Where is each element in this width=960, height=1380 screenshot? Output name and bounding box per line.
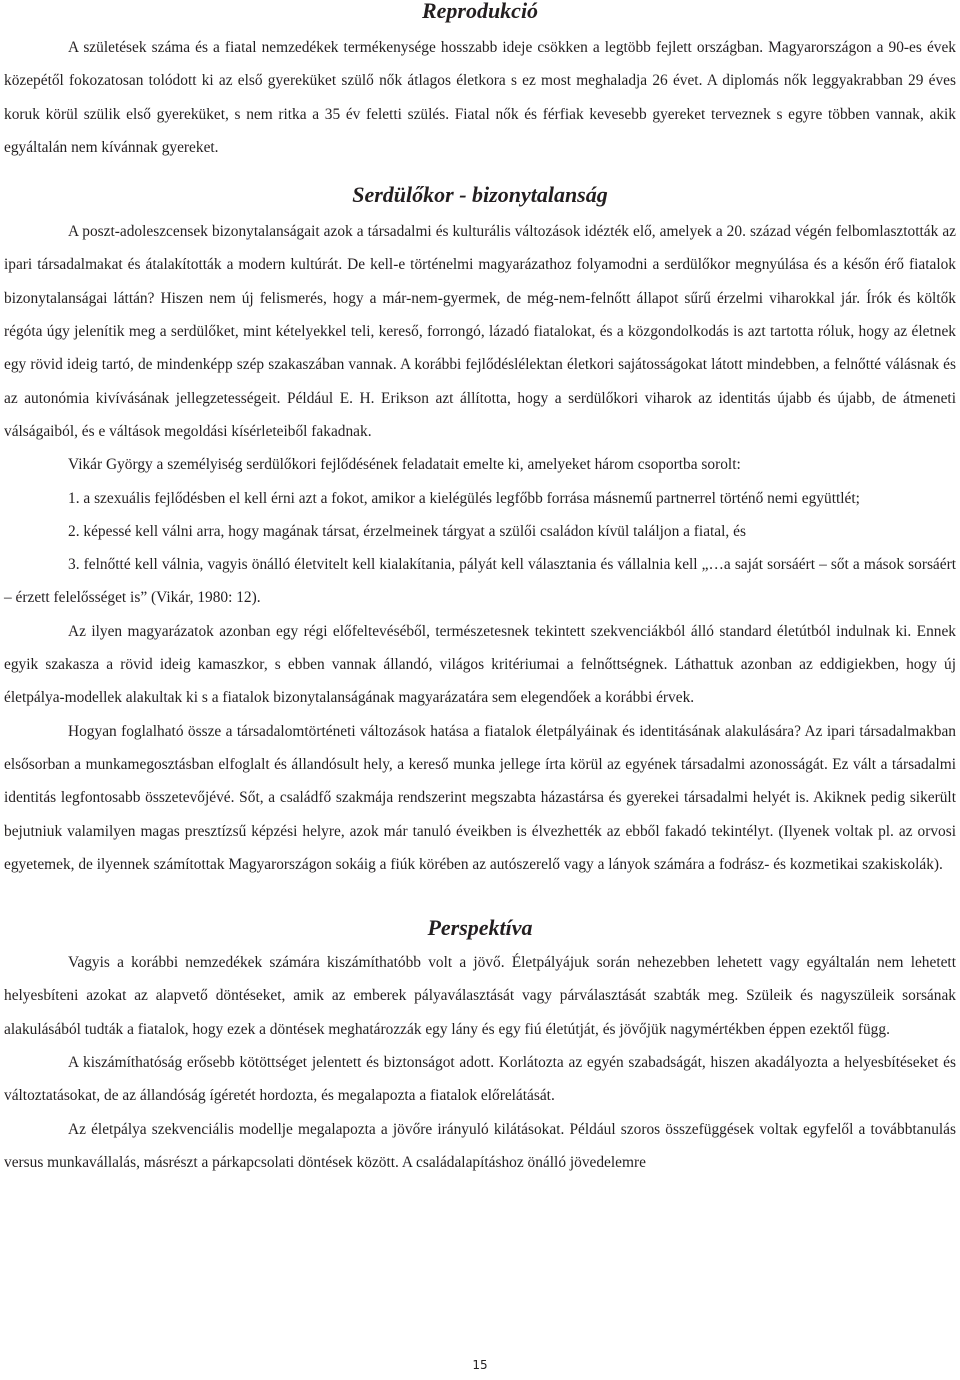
list-item: 2. képessé kell válni arra, hogy magának társat, érzelmeinek tárgyat a szülői családon kívül találjon a fiatal, és [68, 522, 746, 540]
list-item: 1. a szexuális fejlődésben el kell érni azt a fokot, amikor a kielégülés legfőbb forrása másnemű partnerrel történő nemi együttlét; [68, 489, 860, 507]
paragraph: Az életpálya szekvenciális modellje megalapozta a jövőre irányuló kilátásokat. Például szoros összefüggések voltak egyfelől a továbbtanulás versus munkavállalás, másrészt a párkapcsolati döntések között. A családalapításhoz önálló jövedelemre [4, 1120, 956, 1171]
paragraph: A poszt-adoleszcensek bizonytalanságait azok a társadalmi és kulturális változások idézték elő, amelyek a 20. század végén felbomlasztották az ipari társadalmakat és átalakították a modern kultúrát. De kell-e történelmi magyarázathoz folyamodni a serdülőkor megnyúlása és a későn érő fiatalok bizonytalanságai láttán? Hiszen nem új felismerés, hogy a már-nem-gyermek, de még-nem-felnőtt állapot sűrű érzelmi viharokkal jár. Írók és költők régóta úgy jelenítik meg a serdülőket, mint kételyekkel teli, kereső, forrongó, lázadó fiatalokat, és a közgondolkodás is azt tartotta róluk, hogy az életnek egy rövid ideig tartó, de mindenképp szép szakaszában vannak. A korábbi fejlődéslélektan életkori sajátosságokat látott mindebben, a felnőtté válásnak és az autonómia kivívásának jellegzetességeit. Például E. H. Erikson azt állította, hogy a serdülőkori viharok az identitás újabb és újabb, de átmeneti válságaiból, és e váltások megoldási kísérleteiből fakadnak. [4, 223, 956, 440]
paragraph: Vikár György a személyiség serdülőkori fejlődésének feladatait emelte ki, amelyeket három csoportba sorolt: [68, 456, 741, 474]
paragraph: A kiszámíthatóság erősebb kötöttséget jelentett és biztonságot adott. Korlátozta az egyén szabadságát, hiszen akadályozta a helyesbítéseket és változtatásokat, de az állandóság ígéretét hordozta, és megalapozta a fiatalok előrelátását. [4, 1054, 956, 1105]
paragraph: Vagyis a korábbi nemzedékek számára kiszámíthatóbb volt a jövő. Életpályájuk során nehezebben lehetett vagy egyáltalán nem lehetett helyesbíteni azokat az alapvető döntéseket, amik az emberek pályaválasztását vagy párválasztását szabták meg. Szüleik és nagyszüleik sorsának alakulásából tudták a fiatalok, hogy ezek a döntések meghatározzák egy lány és egy fiú életútját, és jövőjük nagymértékben éppen ezektől függ. [4, 954, 956, 1038]
paragraph: Hogyan foglalható össze a társadalomtörténeti változások hatása a fiatalok életpályáinak és identitásának alakulására? Az ipari társadalmakban elsősorban a munkamegosztásban elfoglalt és állandósult hely, a kereső munka jellege írta körül az egyének társadalmi azonosságát. Ez vált a társadalmi identitás legfontosabb összetevőjévé. Sőt, a családfő szakmája rendszerint megszabta házastársa és gyerekei társadalmi helyét is. Akiknek pedig sikerült bejutniuk valamilyen magas presztízsű képzési helyre, azok már tanuló éveikben is élvezhették az ebből fakadó tekintélyt. (Ilyenek voltak pl. az orvosi egyetemek, de ilyennek számítottak Magyarországon sokáig a fiúk körében az autószerelő vagy a lányok számára a fodrász- és kozmetikai szakiskolák). [4, 722, 956, 873]
list-item: 3. felnőtté kell válnia, vagyis önálló életvitelt kell kialakítania, pályát kell választania és vállalnia kell „…a saját sorsáért – sőt a mások sorsáért – érzett felelősséget is” (Vikár, 1980: 12). [4, 556, 956, 607]
section-title-perspektiva: Perspektíva [427, 915, 533, 941]
page-number: 15 [472, 1358, 488, 1372]
paragraph: Az ilyen magyarázatok azonban egy régi előfeltevéséből, természetesnek tekintett szekvenciákból álló standard életútból indulnak ki. Ennek egyik szakasza a rövid ideig kamaszkor, s ebben vannak állandó, világos kritériumai a felnőttségnek. Láthattuk azonban az eddigiekben, hogy új életpálya-modellek alakultak ki s a fiatalok bizonytalanságának magyarázatára sem elegendőek a korábbi érvek. [4, 622, 956, 707]
section-title-reprodukcio: Reprodukció [421, 0, 539, 23]
paragraph: A születések száma és a fiatal nemzedékek termékenysége hosszabb ideje csökken a legtöbb fejlett országban. Magyarországon a 90-es évek közepétől fokozatosan tolódott ki az első gyereküket szülő nők átlagos életkora s ez most meghaladja 26 évet. A diplomás nők leggyakrabban 29 éves koruk körül szülik első gyereküket, s nem ritka a 35 év feletti szülés. Fiatal nők és férfiak kevesebb gyereket terveznek s egyre többen vannak, akik egyáltalán nem kívánnak gyereket. [4, 39, 956, 156]
section-title-serdulokor: Serdülőkor - bizonytalanság [352, 182, 608, 208]
